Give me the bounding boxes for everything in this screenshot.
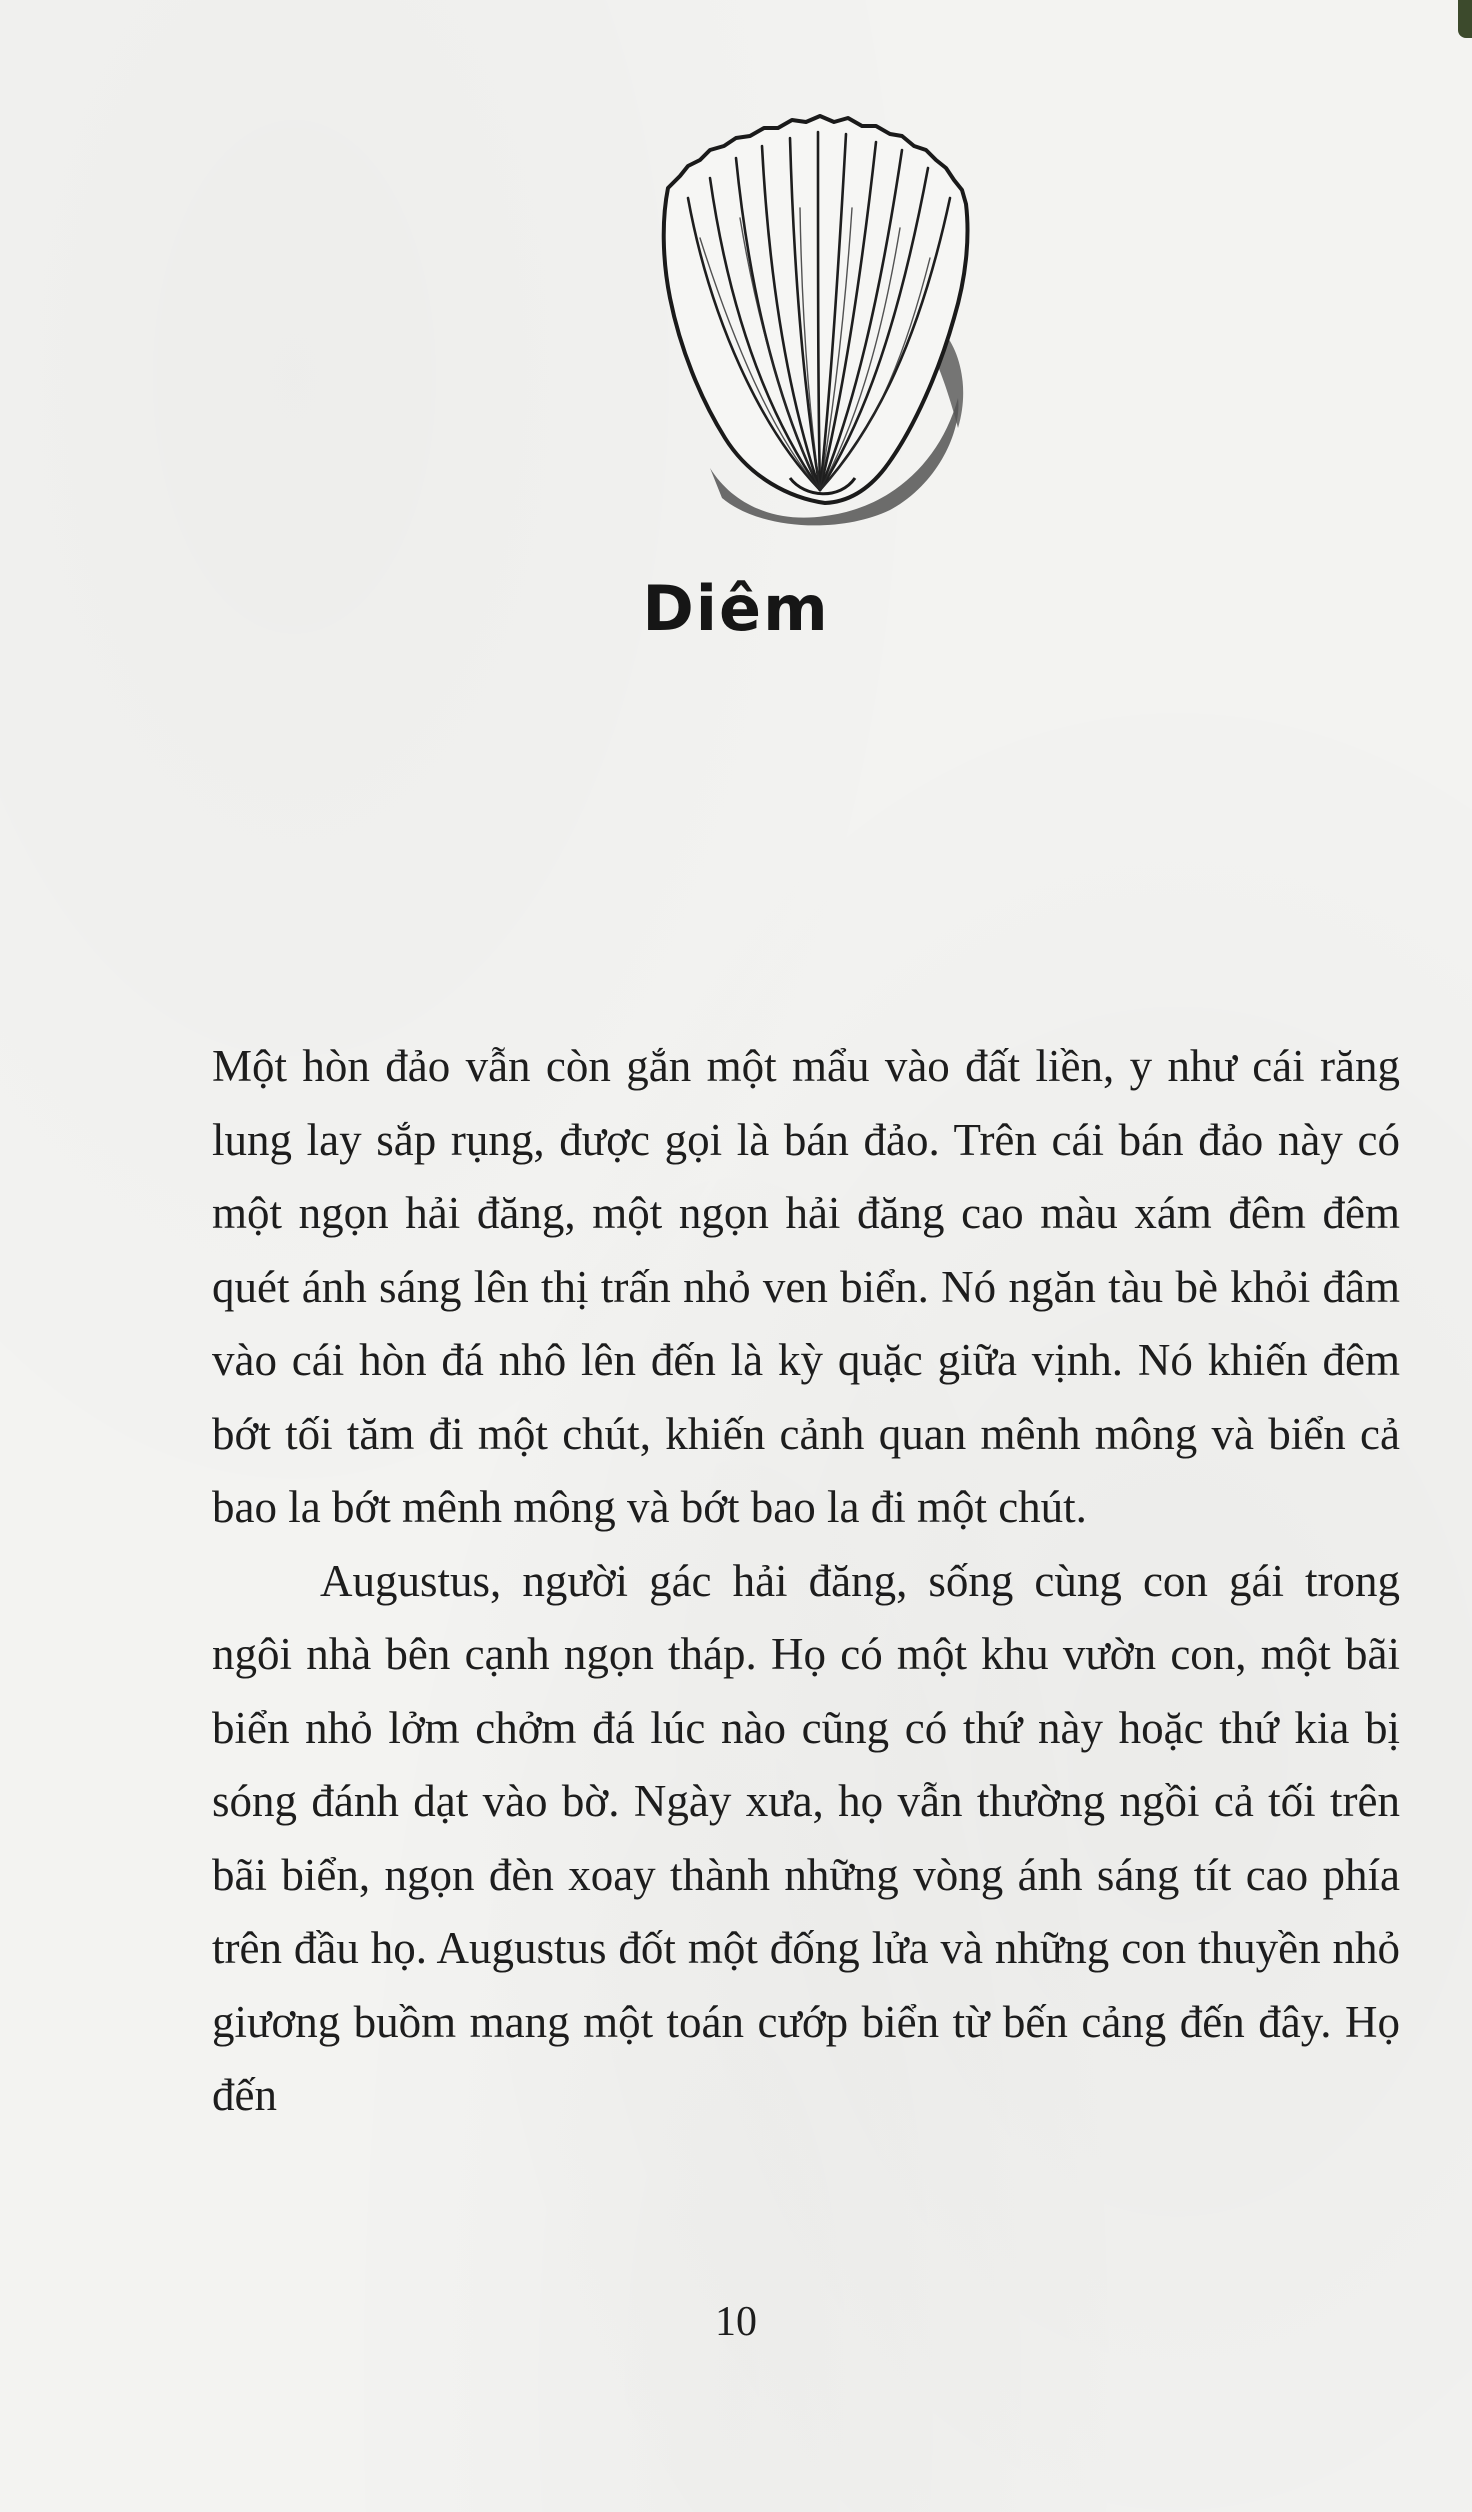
chapter-title: Diêm (642, 572, 830, 645)
scallop-shell-icon (640, 98, 1010, 534)
chapter-body (212, 1030, 1400, 2133)
paragraph: Augustus, người gác hải đăng, sống cùng con gái trong ngôi nhà bên cạnh ngọn tháp. Họ có một khu vườn con, một bãi biển nhỏ lởm chởm đá lúc nào cũng có thứ này hoặc thứ kia bị sóng đánh dạt vào bờ. Ngày xưa, họ vẫn thường ngồi cả tối trên bãi biển, ngọn đèn xoay thành những vòng ánh sáng tít cao phía trên đầu họ. Augustus đốt một đống lửa và những con thuyền nhỏ giương buồm mang một toán cướp biển từ bến cảng đến đây. Họ đến (212, 1555, 1400, 2120)
page-corner-mark (1458, 0, 1472, 38)
page-number: 10 (715, 2299, 757, 2345)
paragraph: Một hòn đảo vẫn còn gắn một mẩu vào đất liền, y như cái răng lung lay sắp rụng, được gọi là bán đảo. Trên cái bán đảo này có một ngọn hải đăng, một ngọn hải đăng cao màu xám đêm đêm quét ánh sáng lên thị trấn nhỏ ven biển. Nó ngăn tàu bè khỏi đâm vào cái hòn đá nhô lên đến là kỳ quặc giữa vịnh. Nó khiến đêm bớt tối tăm đi một chút, khiến cảnh quan mênh mông và biển cả bao la bớt mênh mông và bớt bao la đi một chút. (212, 1041, 1400, 1532)
